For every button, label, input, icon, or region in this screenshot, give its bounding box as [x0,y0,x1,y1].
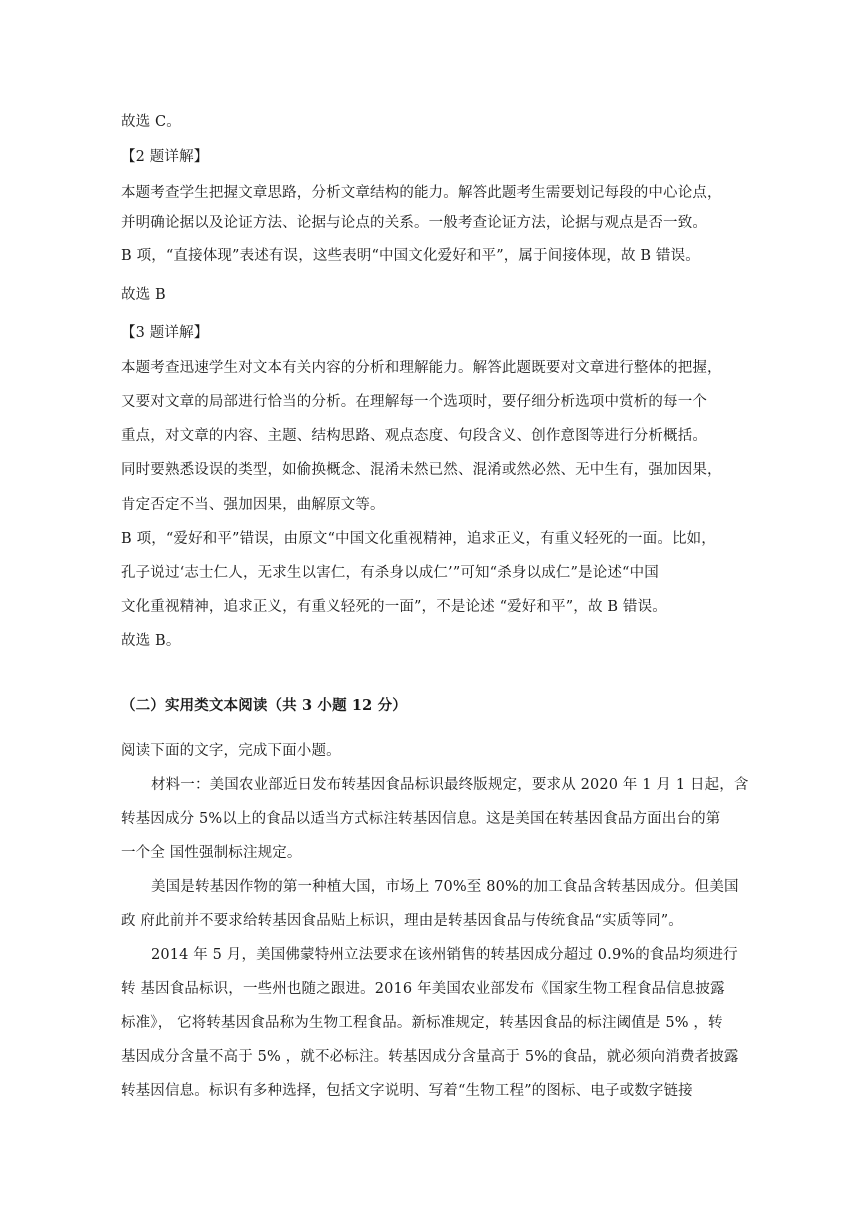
answer-line: 故选 B [121,287,166,303]
instruction-line: 阅读下面的文字，完成下面小题。 [121,743,341,759]
explanation-line: 本题考查迅速学生对文本有关内容的分析和理解能力。解答此题既要对文章进行整体的把握， [121,360,722,376]
section-title: （二）实用类文本阅读（共 3 小题 12 分） [121,697,407,714]
passage-line: 转 基因食品标识，一些州也随之跟进。2016 年美国农业部发布《国家生物工程食品信息披露 [121,981,725,997]
explanation-line: 又要对文章的局部进行恰当的分析。在理解每一个选项时，要仔细分析选项中赏析的每一个 [121,394,707,410]
passage-line: 一个全 国性强制标注规定。 [121,845,302,861]
passage-line: 基因成分含量不高于 5% ，就不必标注。转基因成分含量高于 5%的食品，就必须向消费者披露 [121,1049,739,1065]
explanation-line: 本题考查学生把握文章思路，分析文章结构的能力。解答此题考生需要划记每段的中心论点， [121,185,722,201]
passage-line: 2014 年 5 月，美国佛蒙特州立法要求在该州销售的转基因成分超过 0.9%的食品均须进行 [151,947,738,963]
passage-line: 材料一：美国农业部近日发布转基因食品标识最终版规定，要求从 2020 年 1 月 1 日起，含 [151,777,749,793]
section-heading: 【2 题详解】 [121,149,209,165]
passage-line: 转基因信息。标识有多种选择，包括文字说明、写着“生物工程”的图标、电子或数字链接 [121,1083,693,1099]
passage-line: 标准》， 它将转基因食品称为生物工程食品。新标准规定，转基因食品的标注阈值是 5% ，转 [121,1015,723,1031]
answer-line: 故选 C。 [121,114,181,130]
explanation-line: 并明确论据以及论证方法、论据与论点的关系。一般考查论证方法，论据与观点是否一致。 [121,215,707,231]
passage-line: 政 府此前并不要求给转基因食品贴上标识，理由是转基因食品与传统食品“实质等同”。 [121,913,683,929]
section-heading: 【3 题详解】 [121,325,209,341]
explanation-line: B 项，“爱好和平”错误，由原文“中国文化重视精神，追求正义，有重义轻死的一面。比如， [121,531,716,547]
explanation-line: 同时要熟悉设误的类型，如偷换概念、混淆未然已然、混淆或然必然、无中生有，强加因果， [121,462,722,478]
explanation-line: 文化重视精神，追求正义，有重义轻死的一面”，不是论述 “爱好和平”，故 B 错误。 [121,599,667,615]
explanation-line: 肯定否定不当、强加因果，曲解原文等。 [121,497,385,513]
passage-line: 美国是转基因作物的第一种植大国，市场上 70%至 80%的加工食品含转基因成分。但美国 [151,879,739,895]
answer-line: 故选 B。 [121,633,181,649]
explanation-line: 孔子说过‘志士仁人，无求生以害仁，有杀身以成仁’”可知“杀身以成仁”是论述“中国 [121,565,659,581]
explanation-line: 重点，对文章的内容、主题、结构思路、观点态度、句段含义、创作意图等进行分析概括。 [121,428,707,444]
passage-line: 转基因成分 5%以上的食品以适当方式标注转基因信息。这是美国在转基因食品方面出台的第 [121,811,721,827]
explanation-line: B 项，“直接体现”表述有误，这些表明“中国文化爱好和平”，属于间接体现，故 B 错误。 [121,248,700,264]
